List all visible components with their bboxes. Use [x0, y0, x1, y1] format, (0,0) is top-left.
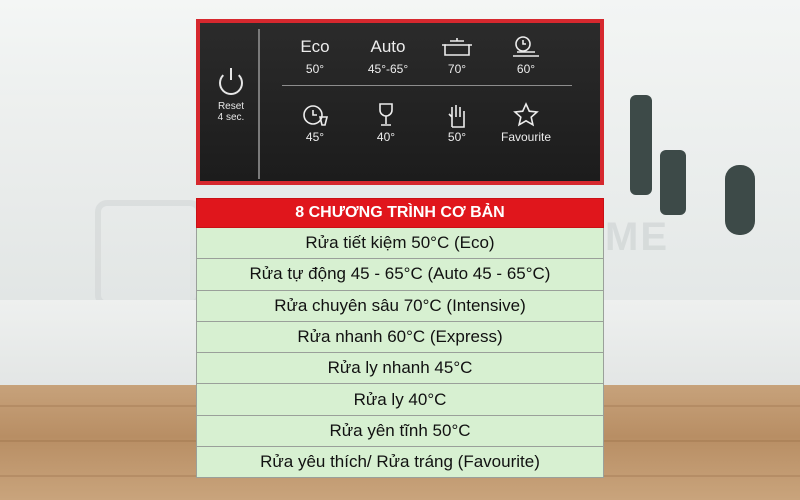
table-row: Rửa chuyên sâu 70°C (Intensive) — [196, 291, 604, 322]
program-intensive-button[interactable] — [422, 33, 492, 76]
program-temp: 70° — [447, 62, 467, 76]
program-temp: 40° — [376, 130, 396, 144]
program-eco-button[interactable] — [280, 33, 350, 76]
utensil-spatula — [660, 150, 686, 215]
power-reset-button[interactable] — [214, 71, 248, 123]
watermark-logo-icon — [95, 200, 202, 307]
program-temp: 50° — [447, 130, 467, 144]
quick-glass-clock-icon — [280, 101, 350, 129]
eco-text-icon: Eco — [300, 37, 330, 56]
program-temp: 45° — [305, 130, 325, 144]
table-row: Rửa ly 40°C — [196, 384, 604, 415]
table-row: Rửa yêu thích/ Rửa tráng (Favourite) — [196, 447, 604, 478]
table-row: Rửa tự động 45 - 65°C (Auto 45 - 65°C) — [196, 259, 604, 290]
power-icon — [219, 71, 243, 95]
table-row: Rửa yên tĩnh 50°C — [196, 416, 604, 447]
pot-intensive-icon — [422, 33, 492, 61]
program-auto-button[interactable] — [353, 33, 423, 76]
program-quick-glass-button[interactable] — [280, 101, 350, 144]
silence-hand-icon — [422, 101, 492, 129]
program-table — [196, 198, 604, 478]
control-panel-frame — [196, 19, 604, 185]
program-favourite-button[interactable] — [491, 101, 561, 144]
utensil-ladle — [630, 95, 652, 195]
utensil-spoon — [725, 165, 755, 235]
express-clock-icon — [491, 33, 561, 61]
program-label: Favourite — [500, 130, 552, 144]
program-silence-button[interactable] — [422, 101, 492, 144]
panel-divider-horizontal — [282, 85, 572, 86]
program-express-button[interactable] — [491, 33, 561, 76]
table-row: Rửa nhanh 60°C (Express) — [196, 322, 604, 353]
wine-glass-icon — [351, 101, 421, 129]
program-temp: 50° — [305, 62, 325, 76]
table-header: 8 CHƯƠNG TRÌNH CƠ BẢN — [196, 198, 604, 228]
program-temp: 60° — [516, 62, 536, 76]
program-temp: 45°-65° — [367, 62, 409, 76]
star-icon — [491, 101, 561, 129]
program-glass-button[interactable] — [351, 101, 421, 144]
panel-divider-vertical — [258, 29, 260, 179]
control-panel — [200, 23, 600, 181]
power-reset-label: Reset 4 sec. — [217, 101, 245, 123]
auto-text-icon: Auto — [370, 37, 406, 56]
watermark-text: ME — [605, 215, 669, 259]
table-row: Rửa tiết kiệm 50°C (Eco) — [196, 228, 604, 259]
table-row: Rửa ly nhanh 45°C — [196, 353, 604, 384]
